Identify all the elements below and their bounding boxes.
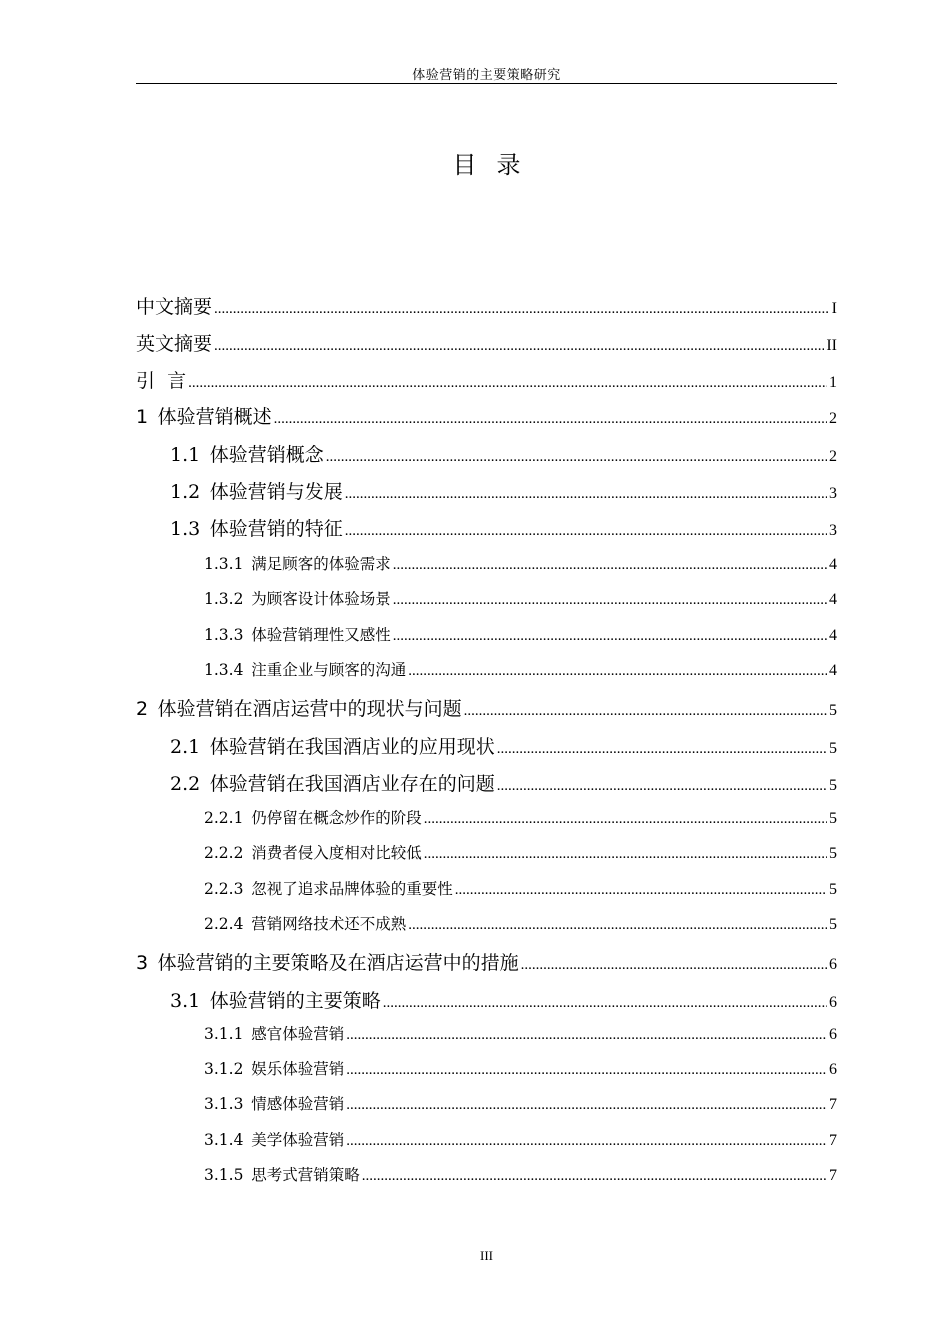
toc-dot-leader (362, 1168, 827, 1185)
toc-entry-label: 英文摘要 (136, 333, 213, 355)
toc-entry[interactable] (136, 912, 837, 946)
toc-dot-leader (326, 449, 827, 466)
toc-dot-leader (214, 301, 830, 318)
toc-entry[interactable] (136, 658, 837, 692)
toc-entry-label: 满足顾客的体验需求 (251, 555, 391, 573)
toc-entry-title (170, 986, 381, 1013)
toc-page-number: 7 (829, 1167, 837, 1184)
toc-dot-leader (497, 741, 827, 758)
toc-entry[interactable] (136, 623, 837, 657)
toc-entry-number: 3.1.3 (204, 1095, 244, 1113)
toc-entry-label: 为顾客设计体验场景 (251, 590, 391, 608)
toc-page-number: 5 (829, 810, 837, 827)
toc-entry-number: 2.2.2 (204, 844, 244, 862)
toc-entry[interactable] (136, 769, 837, 805)
toc-entry-label: 娱乐体验营销 (251, 1060, 345, 1078)
toc-page-number: 3 (829, 522, 837, 539)
toc-page-number: 2 (829, 448, 837, 465)
toc-entry-label: 体验营销与发展 (209, 481, 343, 503)
toc-entry-label: 营销网络技术还不成熟 (251, 915, 407, 933)
toc-dot-leader (393, 592, 827, 609)
toc-entry-label: 体验营销在酒店运营中的现状与问题 (157, 698, 462, 720)
toc-dot-leader (346, 1133, 827, 1150)
toc-entry-number: 2.2 (170, 773, 201, 795)
toc-dot-leader (455, 882, 827, 899)
toc-entry[interactable] (136, 841, 837, 875)
toc-entry-title (170, 769, 495, 796)
toc-page-number: 1 (829, 374, 837, 391)
toc-entry[interactable] (136, 329, 837, 365)
toc-entry-label: 忽视了追求品牌体验的重要性 (251, 880, 453, 898)
toc-entry-label: 体验营销的主要策略 (209, 990, 381, 1012)
toc-entry-number: 1.3 (170, 518, 201, 540)
toc-entry[interactable] (136, 877, 837, 911)
toc-dot-leader (214, 338, 824, 355)
toc-page-number: 4 (829, 627, 837, 644)
toc-page-number: 5 (829, 845, 837, 862)
toc-entry[interactable] (136, 440, 837, 476)
toc-dot-leader (424, 846, 827, 863)
toc-entry-label: 体验营销的主要策略及在酒店运营中的措施 (157, 952, 519, 974)
toc-entry-title (136, 694, 462, 721)
toc-entry[interactable] (136, 1092, 837, 1126)
toc-entry[interactable] (136, 1128, 837, 1162)
toc-entry-title (204, 658, 406, 680)
toc-entry[interactable] (136, 1057, 837, 1091)
toc-entry[interactable] (136, 514, 837, 550)
toc-entry-label: 体验营销概念 (209, 444, 324, 466)
toc-entry-label: 体验营销理性又感性 (251, 626, 391, 644)
toc-entry-title (204, 877, 453, 899)
toc-entry[interactable] (136, 402, 837, 438)
toc-dot-leader (383, 995, 827, 1012)
toc-dot-leader (346, 1097, 827, 1114)
toc-page-number: 4 (829, 591, 837, 608)
toc-page-number: 3 (829, 485, 837, 502)
toc-entry-title (204, 912, 406, 934)
toc-page-number: 5 (829, 881, 837, 898)
toc-dot-leader (464, 703, 827, 720)
toc-entry-label: 体验营销在我国酒店业的应用现状 (209, 736, 495, 758)
toc-entry-label: 体验营销的特征 (209, 518, 343, 540)
toc-entry-number: 1.3.2 (204, 590, 244, 608)
toc-entry-number: 3.1.4 (204, 1131, 244, 1149)
toc-page-number: I (831, 300, 837, 317)
toc-dot-leader (408, 917, 827, 934)
toc-entry[interactable] (136, 806, 837, 840)
toc-dot-leader (274, 411, 827, 428)
toc-entry-title (204, 1057, 344, 1079)
toc-dot-leader (393, 628, 827, 645)
toc-entry[interactable] (136, 732, 837, 768)
toc-entry-label: 注重企业与顾客的沟通 (251, 661, 407, 679)
toc-entry[interactable] (136, 1022, 837, 1056)
toc-page-number: 7 (829, 1096, 837, 1113)
toc-entry-number: 2 (136, 698, 149, 720)
running-header: 体验营销的主要策略研究 (412, 67, 561, 82)
toc-entry-title (170, 732, 495, 759)
toc-entry[interactable] (136, 552, 837, 586)
toc-entry-number: 2.1 (170, 736, 201, 758)
toc-entry-label: 体验营销概述 (157, 406, 272, 428)
toc-entry-title (136, 329, 212, 356)
toc-entry-title (136, 366, 186, 393)
toc-entry-number: 2.2.4 (204, 915, 244, 933)
toc-dot-leader (188, 375, 827, 392)
toc-entry-number: 1.3.3 (204, 626, 244, 644)
toc-entry-title (204, 1163, 360, 1185)
page-number: III (480, 1248, 493, 1263)
toc-entry-number: 1.3.4 (204, 661, 244, 679)
toc-entry-title (136, 402, 272, 429)
toc-page-number: 5 (829, 777, 837, 794)
toc-page-number: 7 (829, 1132, 837, 1149)
toc-page-number: 6 (829, 1026, 837, 1043)
toc-page-number: 4 (829, 556, 837, 573)
toc-entry-number: 3.1.1 (204, 1025, 244, 1043)
toc-entry-title (170, 440, 324, 467)
toc-entry[interactable] (136, 694, 837, 730)
toc-entry-label: 体验营销在我国酒店业存在的问题 (209, 773, 495, 795)
toc-dot-leader (345, 523, 827, 540)
toc-entry[interactable] (136, 587, 837, 621)
toc-entry-title (170, 477, 343, 504)
toc-page-number: 6 (829, 994, 837, 1011)
toc-entry[interactable] (136, 1163, 837, 1197)
toc-page-number: 5 (829, 702, 837, 719)
toc-entry-number: 2.2.1 (204, 809, 244, 827)
toc-entry-number: 1 (136, 406, 149, 428)
header-rule (136, 83, 837, 84)
toc-dot-leader (346, 1027, 827, 1044)
toc-entry-title (204, 1022, 344, 1044)
toc-entry-title (204, 1128, 344, 1150)
toc-entry-title (204, 552, 391, 574)
toc-dot-leader (497, 778, 827, 795)
toc-page-number: 6 (829, 1061, 837, 1078)
toc-entry-number: 3.1.2 (204, 1060, 244, 1078)
toc-entry-number: 3.1 (170, 990, 201, 1012)
toc-dot-leader (408, 663, 827, 680)
toc-page-number: 4 (829, 662, 837, 679)
toc-entry[interactable] (136, 366, 837, 402)
toc-dot-leader (424, 811, 827, 828)
toc-entry-label: 思考式营销策略 (251, 1166, 360, 1184)
toc-entry-title (204, 623, 391, 645)
toc-entry-label: 引 言 (136, 370, 187, 392)
toc-entry-number: 1.1 (170, 444, 201, 466)
toc-entry-label: 中文摘要 (136, 296, 213, 318)
toc-entry-title (204, 587, 391, 609)
toc-entry-number: 1.2 (170, 481, 201, 503)
toc-entry-title (204, 1092, 344, 1114)
toc-entry-label: 仍停留在概念炒作的阶段 (251, 809, 422, 827)
toc-dot-leader (393, 557, 827, 574)
toc-dot-leader (346, 1062, 827, 1079)
toc-entry[interactable] (136, 477, 837, 513)
toc-entry-number: 2.2.3 (204, 880, 244, 898)
toc-entry-number: 1.3.1 (204, 555, 244, 573)
toc-entry-label: 美学体验营销 (251, 1131, 345, 1149)
toc-entry-number: 3 (136, 952, 149, 974)
toc-entry-title (136, 948, 519, 975)
toc-entry-title (136, 292, 212, 319)
toc-dot-leader (521, 957, 827, 974)
toc-entry-label: 情感体验营销 (251, 1095, 345, 1113)
toc-entry-title (204, 841, 422, 863)
toc-page-number: 2 (829, 410, 837, 427)
toc-entry-title (204, 806, 422, 828)
toc-page-number: 5 (829, 916, 837, 933)
toc-entry-label: 感官体验营销 (251, 1025, 345, 1043)
toc-entry[interactable] (136, 292, 837, 328)
toc-entry-label: 消费者侵入度相对比较低 (251, 844, 422, 862)
toc-entry[interactable] (136, 948, 837, 984)
toc-title: 目录 (452, 151, 541, 179)
toc-entry-number: 3.1.5 (204, 1166, 244, 1184)
toc-page-number: 5 (829, 740, 837, 757)
toc-entry-title (170, 514, 343, 541)
toc-entry[interactable] (136, 986, 837, 1022)
toc-page-number: II (826, 337, 837, 354)
toc-dot-leader (345, 486, 827, 503)
toc-page-number: 6 (829, 956, 837, 973)
